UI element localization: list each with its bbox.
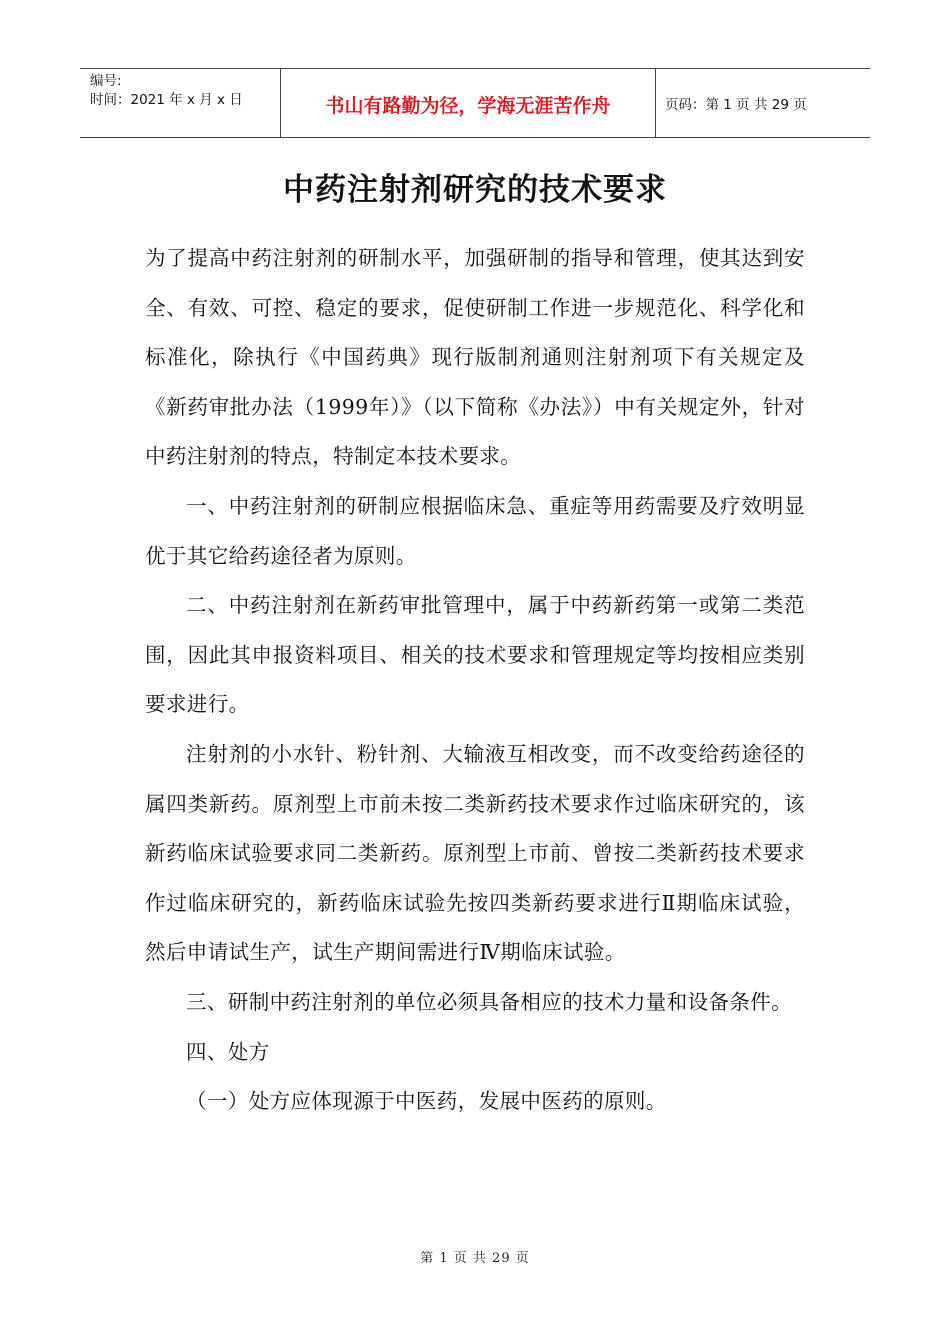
page-footer: 第 1 页 共 29 页: [420, 1251, 530, 1266]
heading-section-4: 四、处方: [186, 1039, 270, 1064]
header-table: [80, 68, 870, 138]
paragraph-section-4-1: （一）处方应体现源于中医药，发展中医药的原则。: [186, 1089, 667, 1114]
document-body: [145, 234, 805, 1127]
paragraph-intro: 为了提高中药注射剂的研制水平，加强研制的指导和管理，使其达到安全、有效、可控、稳定的要求，促使研制工作进一步规范化、科学化和标准化，除执行《中国药典》现行版制剂通则注射剂项下有关规定及《新药审批办法（1999年）》（以下简称《办法》）中有关规定外，针对中药注射剂的特点，特制定本技术要求。: [145, 246, 805, 469]
document-number-label: 编号:: [90, 73, 122, 89]
header-motto-cell: [280, 69, 656, 137]
header-page-cell: [655, 69, 870, 137]
paragraph-section-1: 一、中药注射剂的研制应根据临床急、重症等用药需要及疗效明显优于其它给药途径者为原则。: [145, 493, 805, 568]
motto-text: 书山有路勤为径，学海无涯苦作舟: [325, 95, 611, 117]
header-meta-cell: [80, 69, 280, 137]
page-info: 页码：第 1 页 共 29 页: [665, 97, 807, 113]
document-title: 中药注射剂研究的技术要求: [283, 172, 667, 208]
paragraph-injection-types: 注射剂的小水针、粉针剂、大输液互相改变，而不改变给药途径的属四类新药。原剂型上市前未按二类新药技术要求作过临床研究的，该新药临床试验要求同二类新药。原剂型上市前、曾按二类新药技术要求作过临床研究的，新药临床试验先按四类新药要求进行Ⅱ期临床试验，然后申请试生产，试生产期间需进行Ⅳ期临床试验。: [145, 741, 805, 965]
paragraph-section-3: 三、研制中药注射剂的单位必须具备相应的技术力量和设备条件。: [186, 989, 793, 1014]
document-date-label: 时间：2021 年 x 月 x 日: [90, 92, 243, 108]
paragraph-section-2: 二、中药注射剂在新药审批管理中，属于中药新药第一或第二类范围，因此其申报资料项目、相关的技术要求和管理规定等均按相应类别要求进行。: [145, 593, 805, 717]
